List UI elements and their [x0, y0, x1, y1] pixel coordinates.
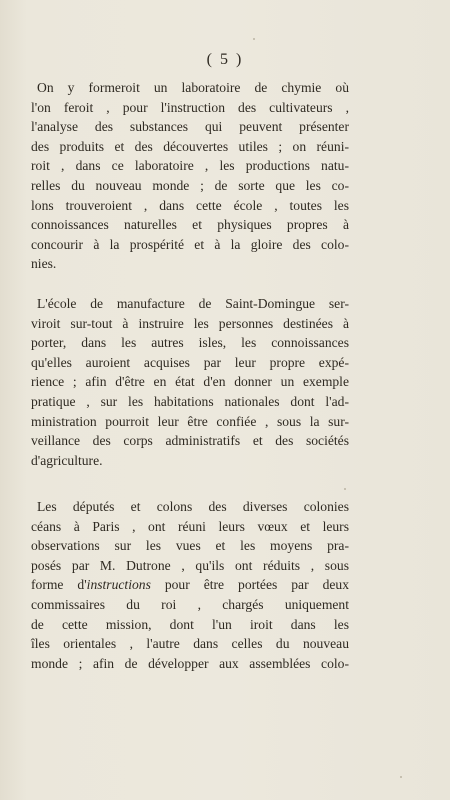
text-line: îles orientales , l'autre dans celles du nouveau — [31, 636, 349, 652]
text-line: concourir à la prospérité et à la gloire des colo- — [31, 236, 349, 252]
paper-speck — [344, 488, 346, 490]
text-line: posés par M. Dutrone , qu'ils ont réduits , sous — [31, 557, 349, 573]
text-line: l'on feroit , pour l'instruction des cultivateurs , — [31, 99, 349, 115]
text-line: porter, dans les autres isles, les connoissances — [31, 335, 349, 351]
text-line: roit , dans ce laboratoire , les productions natu- — [31, 158, 349, 174]
text-line: qu'elles auroient acquises par leur propre expé- — [31, 354, 349, 370]
text-line: observations sur les vues et les moyens pra- — [31, 538, 349, 554]
text-line: ministration pourroit leur être confiée , sous la sur- — [31, 413, 349, 429]
text-line: des produits et des découvertes utiles ; on réuni- — [31, 138, 349, 154]
text-segment: pour être portées par deux — [150, 577, 349, 593]
text-line: Les députés et colons des diverses colonies — [37, 499, 349, 514]
paragraph-1 — [31, 78, 349, 274]
text-line: relles du nouveau monde ; de sorte que les co- — [31, 177, 349, 193]
text-line: nies. — [31, 256, 57, 272]
paper-speck — [253, 38, 255, 40]
text-line: commissaires du roi , chargés uniquement — [31, 596, 349, 612]
paragraph-2 — [31, 294, 349, 470]
text-line: connoissances naturelles et physiques propres à — [31, 217, 349, 233]
text-line: rience ; afin d'être en état d'en donner un exemple — [31, 374, 349, 390]
text-line: lons trouveroient , dans cette école , toutes les — [31, 197, 349, 213]
text-segment: forme d' — [31, 577, 87, 593]
text-line: de cette mission, dont l'un iroit dans les — [31, 616, 349, 632]
text-line: viroit sur-tout à instruire les personnes destinées à — [31, 315, 349, 331]
text-line: monde ; afin de développer aux assemblées colo- — [31, 655, 349, 671]
text-line: On y formeroit un laboratoire de chymie où — [37, 80, 349, 95]
italic-term: instructions — [86, 577, 151, 593]
text-line: pratique , sur les habitations nationales dont l'ad- — [31, 393, 349, 409]
paragraph-3 — [31, 497, 349, 673]
page-number: ( 5 ) — [206, 51, 244, 68]
text-line — [31, 575, 349, 595]
text-line: céans à Paris , ont réuni leurs vœux et leurs — [31, 518, 349, 534]
text-line: d'agriculture. — [31, 452, 103, 468]
text-line: l'analyse des substances qui peuvent présenter — [31, 119, 349, 135]
text-line: L'école de manufacture de Saint-Domingue ser- — [37, 296, 349, 311]
paper-speck — [400, 776, 402, 778]
text-line: veillance des corps administratifs et des sociétés — [31, 433, 349, 449]
